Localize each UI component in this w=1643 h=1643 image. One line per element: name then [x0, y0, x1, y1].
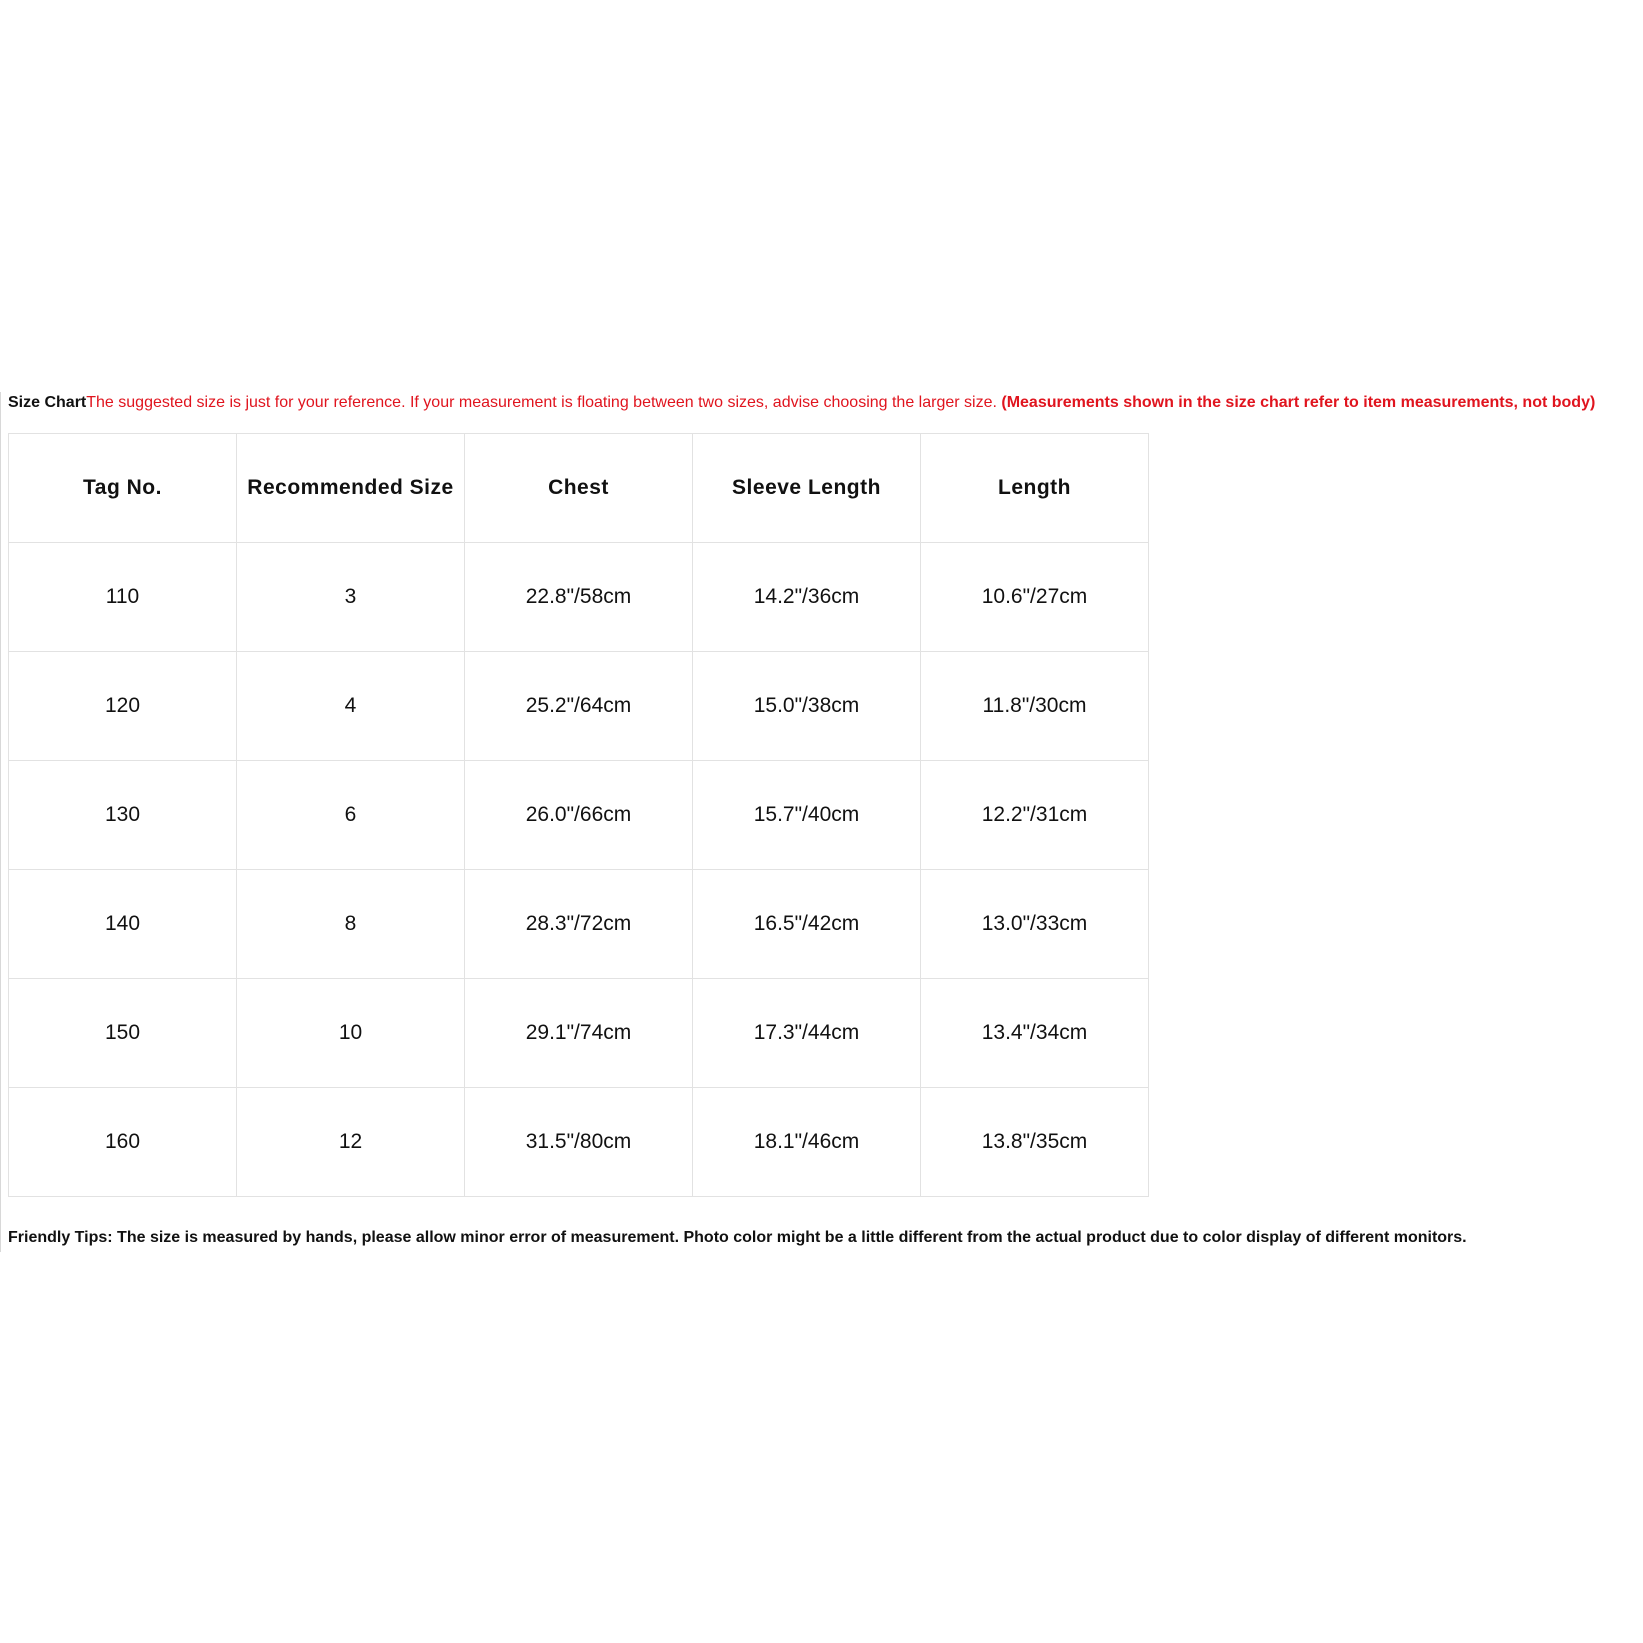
cell-sleeve-length: 15.0"/38cm	[693, 652, 921, 761]
cell-length: 13.4"/34cm	[921, 979, 1149, 1088]
cell-recommended-size: 10	[237, 979, 465, 1088]
measurement-disclaimer: (Measurements shown in the size chart refer to item measurements, not body)	[1001, 394, 1596, 411]
cell-length: 13.8"/35cm	[921, 1088, 1149, 1197]
cell-sleeve-length: 18.1"/46cm	[693, 1088, 921, 1197]
cell-length: 10.6"/27cm	[921, 543, 1149, 652]
header-tag-no: Tag No.	[9, 434, 237, 543]
table-row	[9, 543, 1149, 652]
cell-chest: 29.1"/74cm	[465, 979, 693, 1088]
cell-recommended-size: 8	[237, 870, 465, 979]
cell-sleeve-length: 15.7"/40cm	[693, 761, 921, 870]
cell-recommended-size: 6	[237, 761, 465, 870]
cell-recommended-size: 12	[237, 1088, 465, 1197]
cell-tag-no: 150	[9, 979, 237, 1088]
size-chart-title: Size Chart	[8, 394, 87, 411]
size-table	[8, 433, 1149, 1197]
header-row	[9, 434, 1149, 543]
cell-sleeve-length: 16.5"/42cm	[693, 870, 921, 979]
cell-length: 12.2"/31cm	[921, 761, 1149, 870]
header-length: Length	[921, 434, 1149, 543]
cell-recommended-size: 3	[237, 543, 465, 652]
cell-sleeve-length: 17.3"/44cm	[693, 979, 921, 1088]
cell-chest: 28.3"/72cm	[465, 870, 693, 979]
cell-chest: 31.5"/80cm	[465, 1088, 693, 1197]
friendly-tips: Friendly Tips: The size is measured by hands, please allow minor error of measurement. Photo color might be a little different from the actual product due to color display of different monitors.	[8, 1229, 1467, 1246]
cell-recommended-size: 4	[237, 652, 465, 761]
cell-length: 13.0"/33cm	[921, 870, 1149, 979]
cell-chest: 26.0"/66cm	[465, 761, 693, 870]
cell-tag-no: 130	[9, 761, 237, 870]
cell-chest: 22.8"/58cm	[465, 543, 693, 652]
cell-tag-no: 160	[9, 1088, 237, 1197]
header-chest: Chest	[465, 434, 693, 543]
cell-tag-no: 120	[9, 652, 237, 761]
size-chart-intro	[8, 393, 1636, 413]
cell-tag-no: 110	[9, 543, 237, 652]
cell-chest: 25.2"/64cm	[465, 652, 693, 761]
table-row	[9, 979, 1149, 1088]
cell-tag-no: 140	[9, 870, 237, 979]
header-sleeve-length: Sleeve Length	[693, 434, 921, 543]
size-advice-note: The suggested size is just for your reference. If your measurement is floating between two sizes, advise choosing the larger size.	[86, 394, 1002, 411]
table-row	[9, 1088, 1149, 1197]
cell-sleeve-length: 14.2"/36cm	[693, 543, 921, 652]
table-row	[9, 652, 1149, 761]
table-row	[9, 761, 1149, 870]
table-row	[9, 870, 1149, 979]
cell-length: 11.8"/30cm	[921, 652, 1149, 761]
header-recommended-size: Recommended Size	[237, 434, 465, 543]
left-border-line	[0, 392, 1, 1252]
